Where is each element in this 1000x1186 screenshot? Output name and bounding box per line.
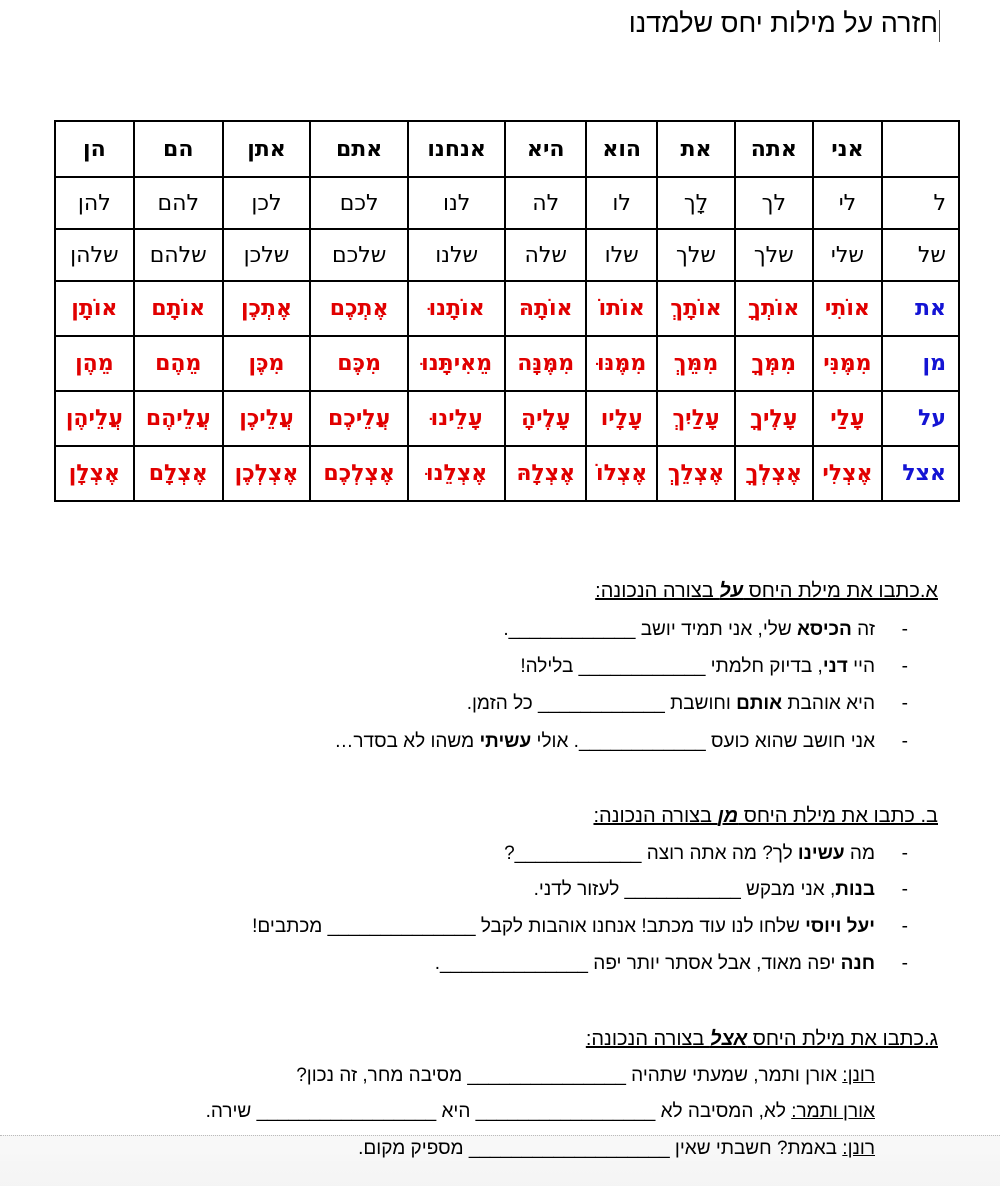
table-cell: לו [586, 177, 657, 229]
section-preposition: מן [717, 805, 739, 827]
item-bold: חנה [840, 953, 875, 974]
table-row [55, 229, 959, 281]
item-bold: דני [822, 656, 848, 677]
exercise-item [520, 656, 875, 678]
table-cell: אֶצְלָהּ [505, 446, 586, 501]
table-cell: שלי [813, 229, 882, 281]
item-text: אני חושב שהוא כועס ____________. אולי [531, 731, 875, 752]
item-bold: עשיתי [479, 731, 532, 752]
exercise-item [334, 731, 875, 753]
table-cell: עָלַי [813, 391, 882, 446]
table-cell: מִמֶּנּוּ [586, 336, 657, 391]
table-cell: שלנו [408, 229, 505, 281]
section-suffix: בצורה הנכונה: [585, 1028, 710, 1050]
header-cell: אתן [223, 121, 310, 177]
table-cell: עֲלֵיכֶן [223, 391, 310, 446]
item-bold: עשינו [797, 843, 845, 864]
table-cell: שלכם [310, 229, 408, 281]
header-cell: אנחנו [408, 121, 505, 177]
table-row [55, 391, 959, 446]
table-row [55, 281, 959, 336]
table-cell: אוֹתְךָ [735, 281, 813, 336]
bullet-dash: - [901, 693, 908, 714]
header-cell: היא [505, 121, 586, 177]
row-label: אצל [882, 446, 959, 501]
section-prefix: א.כתבו את מילת היחס [743, 580, 938, 602]
table-cell: להן [55, 177, 134, 229]
header-cell: הם [134, 121, 223, 177]
item-text: מה [844, 843, 875, 864]
row-label: על [882, 391, 959, 446]
section-b-heading [593, 805, 938, 828]
dialogue-line [206, 1101, 875, 1123]
item-text: , אני מבקש ___________ לעזור לדני. [533, 879, 836, 900]
table-cell: אוֹתוֹ [586, 281, 657, 336]
section-prefix: ג.כתבו את מילת היחס [747, 1028, 938, 1050]
table-cell: אֶצְלָן [55, 446, 134, 501]
row-label: ל [882, 177, 959, 229]
speaker-name: אורן ותמר: [791, 1101, 875, 1122]
table-cell: עָלֶיהָ [505, 391, 586, 446]
table-cell: לכן [223, 177, 310, 229]
table-cell: לכם [310, 177, 408, 229]
table-cell: מִמֶּנָּה [505, 336, 586, 391]
item-text: משהו לא בסדר… [334, 731, 480, 752]
table-row [55, 446, 959, 501]
table-cell: להם [134, 177, 223, 229]
speaker-name: רונן: [842, 1138, 875, 1159]
exercise-item [435, 953, 875, 975]
table-cell: אוֹתָהּ [505, 281, 586, 336]
table-cell: אוֹתָנוּ [408, 281, 505, 336]
item-bold: אותם [736, 693, 783, 714]
item-bold: בנות [835, 879, 875, 900]
item-bold: הכיסא [796, 619, 852, 640]
bullet-dash: - [901, 953, 908, 974]
exercise-item [503, 619, 875, 641]
table-cell: אֶצְלוֹ [586, 446, 657, 501]
dialogue-line [358, 1138, 875, 1160]
text-cursor [939, 10, 940, 42]
table-cell: שלו [586, 229, 657, 281]
table-cell: עָלָיו [586, 391, 657, 446]
dialogue-text: באמת? חשבתי שאין ___________________ מספיק מקום. [358, 1138, 843, 1159]
dialogue-line [296, 1065, 875, 1087]
item-text: היי [847, 656, 875, 677]
item-text: שלחו לנו עוד מכתב! אנחנו אוהבות לקבל ______________ מכתבים! [252, 916, 806, 937]
bullet-dash: - [901, 619, 908, 640]
bullet-dash: - [901, 731, 908, 752]
exercise-item [504, 843, 875, 865]
table-cell: אוֹתִי [813, 281, 882, 336]
bullet-dash: - [901, 879, 908, 900]
exercise-item [467, 693, 875, 715]
table-cell: לנו [408, 177, 505, 229]
table-cell: מִכֶּם [310, 336, 408, 391]
header-cell: אתה [735, 121, 813, 177]
row-label: של [882, 229, 959, 281]
table-cell: שלהן [55, 229, 134, 281]
section-a-heading [595, 580, 938, 603]
table-cell: אוֹתָם [134, 281, 223, 336]
header-cell: את [657, 121, 735, 177]
table-cell: מִמֵּךְ [657, 336, 735, 391]
bullet-dash: - [901, 916, 908, 937]
item-text: , בדיוק חלמתי ____________ בלילה! [520, 656, 823, 677]
table-cell: אֶצְלֵךְ [657, 446, 735, 501]
table-cell: שלה [505, 229, 586, 281]
item-text: זה [851, 619, 875, 640]
table-cell: אֶתְכֶן [223, 281, 310, 336]
table-cell: לה [505, 177, 586, 229]
bullet-dash: - [901, 656, 908, 677]
header-cell: הוא [586, 121, 657, 177]
bullet-dash: - [901, 843, 908, 864]
table-cell: שלהם [134, 229, 223, 281]
item-text: שלי, אני תמיד יושב ____________. [503, 619, 797, 640]
table-cell: אֶצְלֵנוּ [408, 446, 505, 501]
page-title: חזרה על מילות יחס שלמדנו [628, 8, 938, 38]
dialogue-text: לא, המסיבה לא _________________ היא _________________ שירה. [205, 1101, 792, 1122]
table-cell: עֲלֵיהֶם [134, 391, 223, 446]
table-row [55, 177, 959, 229]
header-cell [882, 121, 959, 177]
table-cell: שלכן [223, 229, 310, 281]
table-cell: שלך [657, 229, 735, 281]
table-cell: מִמֶּנִּי [813, 336, 882, 391]
table-cell: עָלֶיךָ [735, 391, 813, 446]
table-cell: עָלַיִךְ [657, 391, 735, 446]
table-cell: שלך [735, 229, 813, 281]
table-cell: עֲלֵיהֶן [55, 391, 134, 446]
dialogue-text: אורן ותמר, שמעתי שתהיה _______________ מסיבה מחר, זה נכון? [296, 1065, 843, 1086]
item-text: וחושבת ____________ כל הזמן. [466, 693, 737, 714]
section-suffix: בצורה הנכונה: [593, 805, 718, 827]
table-cell: אֶצְלְךָ [735, 446, 813, 501]
table-cell: מֵהֶם [134, 336, 223, 391]
row-label: מן [882, 336, 959, 391]
header-cell: הן [55, 121, 134, 177]
table-cell: מֵהֶן [55, 336, 134, 391]
table-cell: מֵאִיתָּנוּ [408, 336, 505, 391]
section-preposition: על [719, 580, 744, 602]
item-text: היא אוהבת [782, 693, 875, 714]
table-cell: אֶתְכֶם [310, 281, 408, 336]
header-cell: אתם [310, 121, 408, 177]
section-suffix: בצורה הנכונה: [595, 580, 720, 602]
prepositions-table [54, 120, 960, 502]
table-cell: אֶצְלְכֶן [223, 446, 310, 501]
table-cell: לָך [657, 177, 735, 229]
section-preposition: אצל [709, 1028, 748, 1050]
table-cell: מִמְּךָ [735, 336, 813, 391]
row-label: את [882, 281, 959, 336]
section-c-heading [586, 1028, 938, 1051]
header-cell: אני [813, 121, 882, 177]
table-cell: מִכֶּן [223, 336, 310, 391]
section-prefix: ב. כתבו את מילת היחס [738, 805, 938, 827]
table-header-row [55, 121, 959, 177]
exercise-item [252, 916, 875, 938]
table-cell: לך [735, 177, 813, 229]
table-cell: אֶצְלְכֶם [310, 446, 408, 501]
table-cell: לי [813, 177, 882, 229]
item-text: יפה מאוד, אבל אסתר יותר יפה ______________. [434, 953, 841, 974]
table-cell: עָלֵינוּ [408, 391, 505, 446]
table-cell: אוֹתָךְ [657, 281, 735, 336]
table-cell: עֲלֵיכֶם [310, 391, 408, 446]
table-cell: אֶצְלָם [134, 446, 223, 501]
exercise-item [534, 879, 875, 901]
item-bold: יעל ויוסי [805, 916, 875, 937]
item-text: לך? מה אתה רוצה ____________? [504, 843, 798, 864]
table-cell: אֶצְלִי [813, 446, 882, 501]
speaker-name: רונן: [842, 1065, 875, 1086]
table-cell: אוֹתָן [55, 281, 134, 336]
table-row [55, 336, 959, 391]
